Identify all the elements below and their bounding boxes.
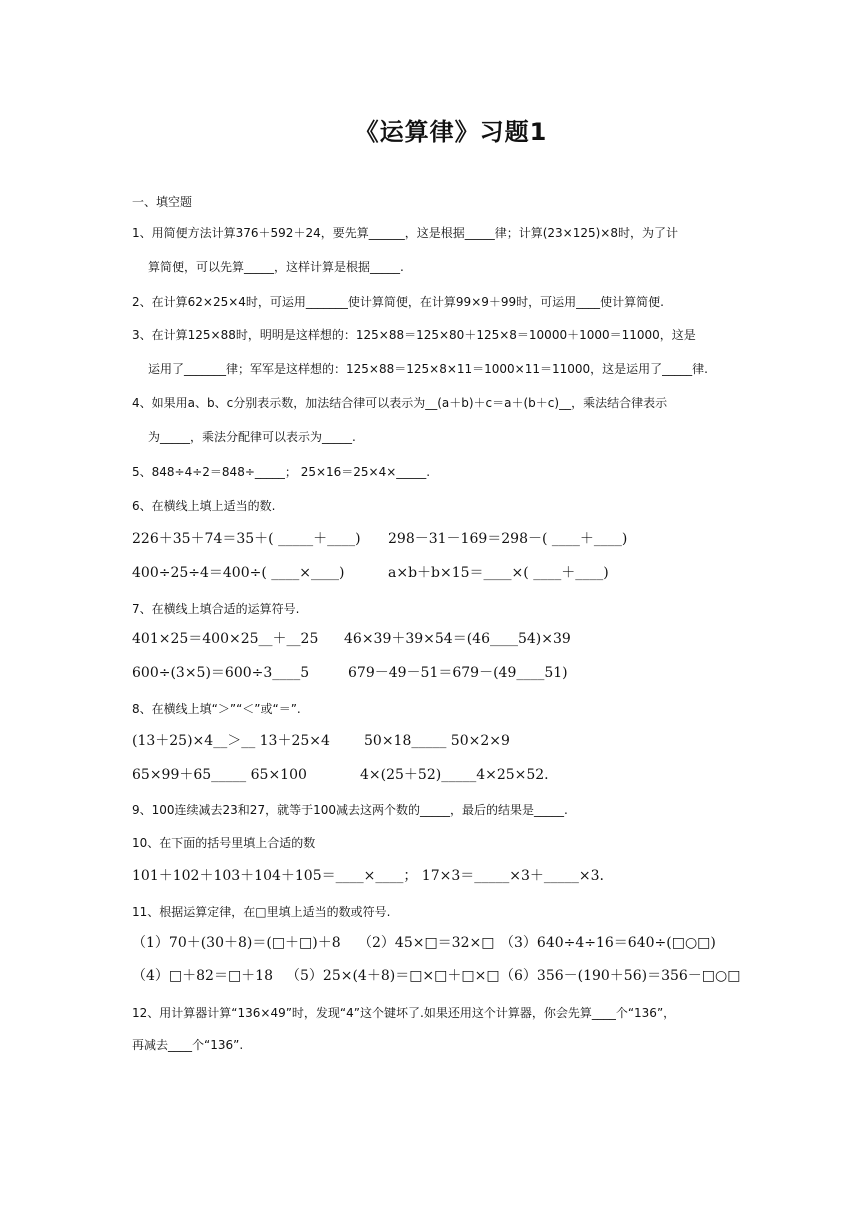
question-10: 10、在下面的括号里填上合适的数 [132, 836, 316, 850]
question-8: 8、在横线上填“＞”“＜”或“＝”. [132, 702, 301, 716]
question-9: 9、100连续减去23和27，就等于100减去这两个数的_____，最后的结果是_____. [132, 803, 568, 817]
section-heading: 一、填空题 [132, 195, 193, 209]
worksheet-title: 《运算律》习题1 [354, 118, 548, 146]
question-6-item-1: 226＋35＋74＝35＋( _____＋____) [132, 531, 361, 547]
question-12-line-2: 再减去____个“136”. [132, 1038, 244, 1052]
question-7-item-3: 600÷(3×5)＝600÷3____5 [132, 665, 310, 681]
question-5: 5、848÷4÷2＝848÷_____； 25×16＝25×4×_____. [132, 465, 431, 479]
question-11-item-6: （6）356－(190＋56)＝356－□○□ [500, 968, 741, 984]
question-7-item-1: 401×25＝400×25__＋__25 [132, 631, 319, 647]
question-6-item-4: a×b＋b×15＝____×( ____＋____) [388, 565, 609, 581]
question-3-line-1: 3、在计算125×88时，明明是这样想的：125×88＝125×80＋125×8＝10000＋1000＝11000，这是 [132, 328, 696, 342]
question-3-line-2: 运用了_______律；军军是这样想的：125×88＝125×8×11＝1000×11＝11000，这是运用了_____律. [148, 362, 709, 376]
question-2: 2、在计算62×25×4时，可运用_______使计算简便，在计算99×9＋99时，可运用____使计算简便. [132, 295, 664, 309]
question-11: 11、根据运算定律，在□里填上适当的数或符号. [132, 905, 391, 919]
question-4-line-2: 为_____，乘法分配律可以表示为_____. [148, 430, 356, 444]
question-8-item-2: 50×18_____ 50×2×9 [364, 733, 510, 749]
question-6: 6、在横线上填上适当的数. [132, 499, 276, 513]
question-1-line-1: 1、用简便方法计算376＋592＋24，要先算______，这是根据_____律；计算(23×125)×8时，为了计 [132, 226, 678, 240]
question-11-item-5: （5）25×(4＋8)＝□×□＋□×□ [286, 968, 500, 984]
question-6-item-2: 298－31－169＝298－( ____＋____) [388, 531, 628, 547]
question-7-item-4: 679－49－51＝679－(49____51) [348, 665, 568, 681]
question-7-item-2: 46×39＋39×54＝(46____54)×39 [344, 631, 571, 647]
question-4-line-1: 4、如果用a、b、c分别表示数，加法结合律可以表示为__(a＋b)＋c＝a＋(b＋c)__，乘法结合律表示 [132, 396, 668, 410]
question-1-line-2: 算简便，可以先算_____，这样计算是根据_____. [148, 260, 404, 274]
question-6-item-3: 400÷25÷4＝400÷( ____×____) [132, 565, 345, 581]
question-11-item-3: （3）640÷4÷16＝640÷(□○□) [500, 935, 716, 951]
question-12-line-1: 12、用计算器计算“136×49”时，发现“4”这个键坏了.如果还用这个计算器，你会先算____个“136”， [132, 1006, 676, 1020]
question-8-item-1: (13＋25)×4__＞__ 13＋25×4 [132, 733, 330, 749]
question-7: 7、在横线上填合适的运算符号. [132, 602, 300, 616]
question-11-item-4: （4）□＋82＝□＋18 [132, 968, 273, 984]
question-8-item-4: 4×(25＋52)_____4×25×52. [360, 767, 549, 783]
question-8-item-3: 65×99＋65_____ 65×100 [132, 767, 307, 783]
question-11-item-1: （1）70＋(30＋8)＝(□＋□)＋8 [132, 935, 341, 951]
question-11-item-2: （2）45×□＝32×□ [358, 935, 495, 951]
question-10-items: 101＋102＋103＋104＋105＝____×____； 17×3＝_____×3＋_____×3. [132, 868, 604, 884]
